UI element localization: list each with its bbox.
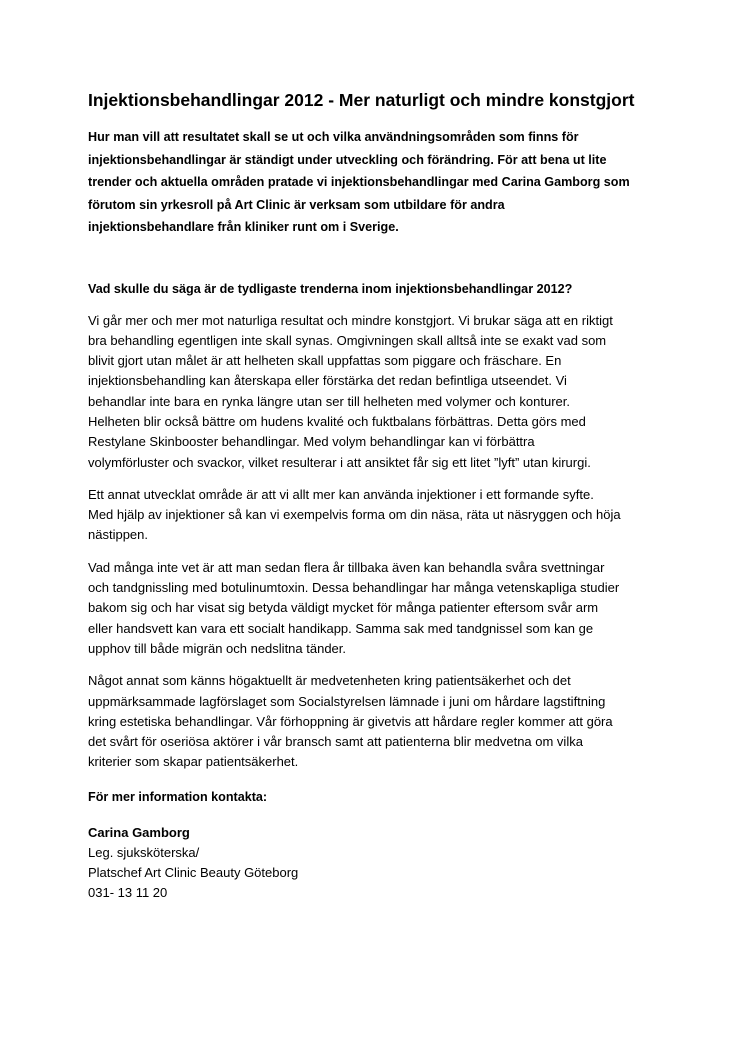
paragraph-line: bra behandling egentligen inte skall synas. Omgivningen skall alltså inte se exakt vad som bbox=[88, 332, 607, 348]
document-title: Injektionsbehandlingar 2012 - Mer naturligt och mindre konstgjort bbox=[88, 90, 635, 110]
paragraph-line: volymförluster och svackor, vilket resulterar i att ansiktet får sig ett litet ”lyft” utan kirurgi. bbox=[88, 454, 591, 470]
paragraph-line: det svårt för oseriösa aktörer i vår bransch samt att patienterna blir medvetna om vilka bbox=[88, 734, 583, 750]
body-paragraph-2 bbox=[88, 485, 663, 546]
paragraph-line: Ett annat utvecklat område är att vi allt mer kan använda injektioner i ett formande syfte. bbox=[88, 486, 594, 502]
paragraph-line: kriterier som skapar patientsäkerhet. bbox=[88, 754, 299, 770]
contact-position: Platschef Art Clinic Beauty Göteborg bbox=[88, 864, 299, 880]
contact-phone: 031- 13 11 20 bbox=[88, 884, 168, 900]
intro-paragraph bbox=[88, 126, 663, 239]
paragraph-line: Restylane Skinbooster behandlingar. Med volym behandlingar kan vi förbättra bbox=[88, 434, 535, 450]
intro-line: förutom sin yrkesroll på Art Clinic är verksam som utbildare för andra bbox=[88, 197, 505, 212]
body-paragraph-1 bbox=[88, 311, 663, 473]
paragraph-line: behandlar inte bara en rynka längre utan ser till helheten med volymer och konturer. bbox=[88, 393, 571, 409]
paragraph-line: uppmärksammade lagförslaget som Socialstyrelsen lämnade i juni om hårdare lagstiftning bbox=[88, 693, 606, 709]
paragraph-line: Vad många inte vet är att man sedan flera år tillbaka även kan behandla svåra svettningar bbox=[88, 559, 605, 575]
paragraph-line: upphov till både migrän och nedslitna tänder. bbox=[88, 640, 347, 656]
contact-role: Leg. sjuksköterska/ bbox=[88, 844, 200, 860]
intro-line: trender och aktuella områden pratade vi injektionsbehandlingar med Carina Gamborg som bbox=[88, 175, 630, 189]
paragraph-line: och tandgnissling med botulinumtoxin. Dessa behandlingar har många vetenskapliga studier bbox=[88, 580, 620, 596]
paragraph-line: Vi går mer och mer mot naturliga resultat och mindre konstgjort. Vi brukar säga att en riktigt bbox=[88, 312, 613, 328]
paragraph-line: Med hjälp av injektioner så kan vi exempelvis forma om din näsa, räta ut näsryggen och höja bbox=[88, 507, 621, 523]
paragraph-line: blivit gjort utan målet är att helheten skall uppfattas som piggare och fräschare. En bbox=[88, 353, 562, 369]
paragraph-line: injektionsbehandling kan återskapa eller förstärka det redan befintliga utseendet. Vi bbox=[88, 373, 567, 389]
contact-name: Carina Gamborg bbox=[88, 824, 190, 840]
paragraph-line: bakom sig och har visat sig betyda väldigt mycket för många patienter eftersom svår arm bbox=[88, 600, 599, 616]
paragraph-line: nästippen. bbox=[88, 527, 148, 543]
document-page bbox=[88, 88, 663, 903]
intro-line: Hur man vill att resultatet skall se ut och vilka användningsområden som finns för bbox=[88, 130, 579, 144]
interview-question: Vad skulle du säga är de tydligaste trenderna inom injektionsbehandlingar 2012? bbox=[88, 281, 573, 296]
paragraph-line: Helheten blir också bättre om hudens kvalité och fuktbalans förbättras. Detta görs med bbox=[88, 413, 586, 429]
intro-line: injektionsbehandlare från kliniker runt om i Sverige. bbox=[88, 220, 399, 234]
body-paragraph-3 bbox=[88, 558, 663, 659]
intro-line: injektionsbehandlingar är ständigt under utveckling och förändring. För att bena ut lite bbox=[88, 152, 607, 167]
contact-block bbox=[88, 823, 663, 903]
paragraph-line: eller handsvett kan vara ett socialt handikapp. Samma sak med tandgnissel som kan ge bbox=[88, 620, 594, 636]
paragraph-line: Något annat som känns högaktuellt är medvetenheten kring patientsäkerhet och det bbox=[88, 673, 571, 689]
contact-heading: För mer information kontakta: bbox=[88, 789, 268, 804]
body-paragraph-4 bbox=[88, 671, 663, 772]
paragraph-line: kring estetiska behandlingar. Vår förhoppning är givetvis att hårdare regler kommer att göra bbox=[88, 713, 613, 729]
